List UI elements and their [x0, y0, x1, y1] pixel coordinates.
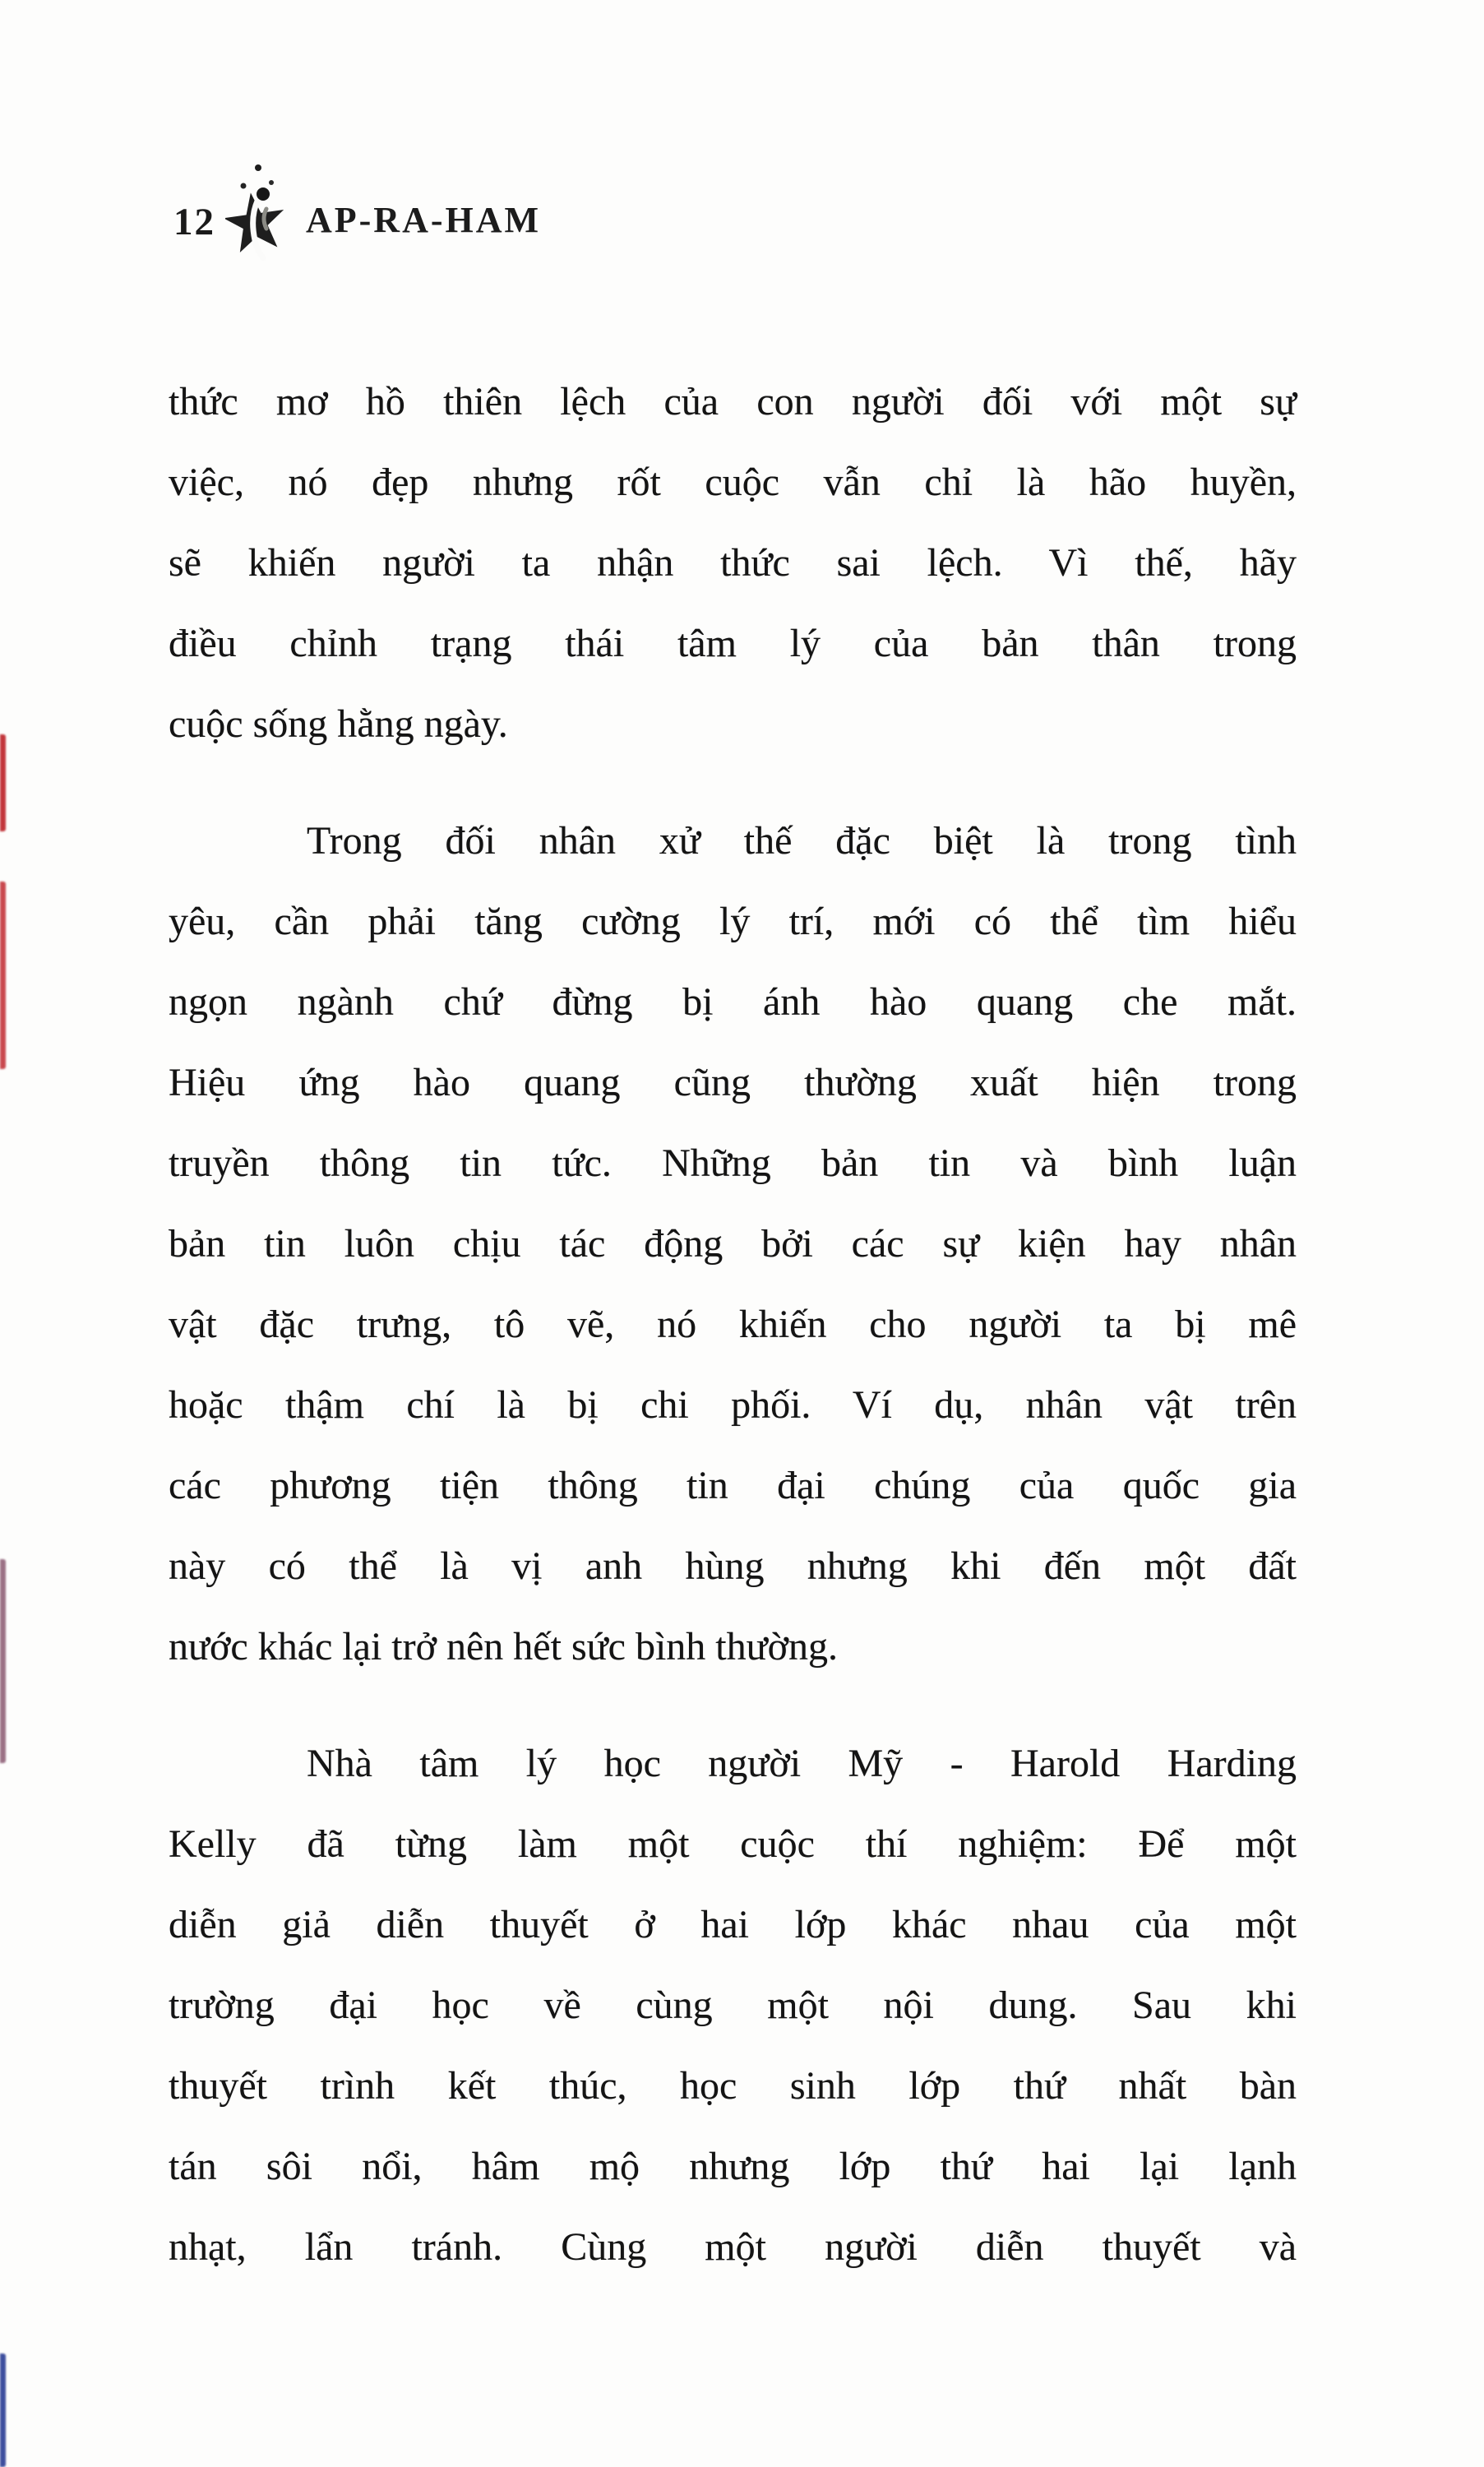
text-line: thuyết trình kết thúc, học sinh lớp thứ nhất bàn [169, 2064, 1297, 2108]
text-line: tán sôi nổi, hâm mộ nhưng lớp thứ hai lại lạnh [169, 2145, 1297, 2188]
text-line: truyền thông tin tức. Những bản tin và bình luận [169, 1141, 1297, 1185]
text-line: cuộc sống hằng ngày. [169, 702, 508, 746]
page-edge-mark [0, 734, 6, 831]
text-line: hoặc thậm chí là bị chi phối. Ví dụ, nhân vật trên [169, 1383, 1297, 1427]
text-line: trường đại học về cùng một nội dung. Sau khi [169, 1983, 1297, 2027]
text-line: các phương tiện thông tin đại chúng của quốc gia [169, 1464, 1297, 1507]
star-person-logo-icon [225, 161, 286, 268]
text-line: yêu, cần phải tăng cường lý trí, mới có thể tìm hiểu [169, 900, 1297, 943]
page-edge-mark [0, 882, 6, 1069]
text-line: nước khác lại trở nên hết sức bình thường. [169, 1625, 839, 1669]
text-line: nhạt, lẩn tránh. Cùng một người diễn thuyết và [169, 2225, 1297, 2269]
text-line: Kelly đã từng làm một cuộc thí nghiệm: Để một [169, 1822, 1297, 1866]
text-line: Trong đối nhân xử thế đặc biệt là trong tình [307, 819, 1297, 863]
text-line: vật đặc trưng, tô vẽ, nó khiến cho người ta bị mê [169, 1303, 1297, 1346]
body-text [169, 362, 1297, 2288]
edge-marks [0, 0, 10, 2467]
paragraph [169, 801, 1297, 1687]
paragraph [169, 1724, 1297, 2288]
text-line: điều chỉnh trạng thái tâm lý của bản thân trong [169, 622, 1297, 665]
text-line: thức mơ hồ thiên lệch của con người đối với một sự [169, 380, 1297, 424]
text-line: sẽ khiến người ta nhận thức sai lệch. Vì thế, hãy [169, 541, 1297, 585]
text-line: này có thể là vị anh hùng nhưng khi đến một đất [169, 1544, 1297, 1588]
text-line: diễn giả diễn thuyết ở hai lớp khác nhau của một [169, 1903, 1297, 1946]
text-line: bản tin luôn chịu tác động bởi các sự kiện hay nhân [169, 1222, 1297, 1266]
page-number: 12 [173, 201, 215, 243]
text-line: Hiệu ứng hào quang cũng thường xuất hiện trong [169, 1061, 1297, 1104]
text-line: việc, nó đẹp nhưng rốt cuộc vẫn chỉ là hão huyền, [169, 461, 1297, 504]
running-head-title: AP-RA-HAM [306, 200, 542, 240]
page-edge-mark [0, 1559, 6, 1763]
paragraph [169, 362, 1297, 765]
text-line: Nhà tâm lý học người Mỹ - Harold Harding [307, 1742, 1297, 1785]
page-header [0, 0, 1484, 280]
page-edge-mark [0, 2354, 6, 2467]
text-line: ngọn ngành chứ đừng bị ánh hào quang che mắt. [169, 980, 1297, 1024]
